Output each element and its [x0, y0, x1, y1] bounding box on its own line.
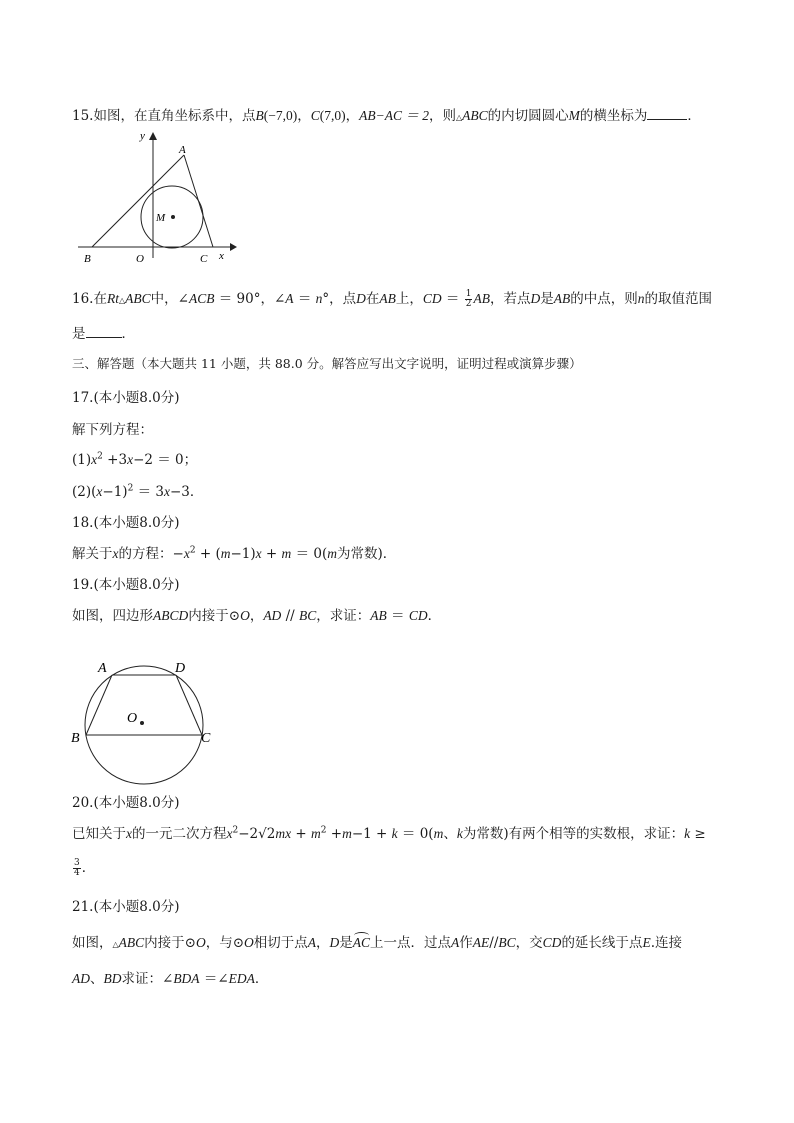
q19-label-d: D [175, 661, 186, 676]
q16-part: 的取值范围 [644, 291, 712, 307]
q16-part: 是 [540, 291, 554, 307]
q20-part: −1 + [351, 826, 392, 842]
q19-abcd: ABCD [153, 608, 189, 623]
q16-part: 在 [365, 291, 380, 307]
q19-part: 如图，四边形 [72, 608, 153, 624]
q15-period: ． [687, 108, 701, 124]
exponent: 2 [320, 825, 327, 836]
q16-acb: ACB [188, 291, 215, 306]
q21-part: 上一点．过点 [370, 935, 452, 951]
exponent: 2 [127, 483, 134, 494]
triangle-symbol: △ [112, 940, 119, 949]
q20-part: 为常数)有两个相等的实数根，求证： [462, 826, 685, 842]
q20-period: ． [81, 860, 96, 876]
q15-label-y: y [140, 130, 145, 142]
q20-ge: ≥ [690, 826, 706, 842]
q15-label-b: B [84, 253, 91, 265]
frac-den: 4 [74, 868, 80, 878]
q19-label-b: B [71, 731, 80, 746]
q21-part: 、 [90, 971, 104, 987]
q19-bc: BC [299, 608, 317, 623]
q18-heading: 18.(本小题8.0分) [72, 515, 180, 531]
q19-text [72, 604, 441, 624]
q16-a: A [285, 291, 294, 306]
q16-n: n [637, 291, 645, 306]
q16-abc: ABC [125, 291, 151, 306]
q17-prompt: 解下列方程： [72, 422, 153, 438]
answer-blank [86, 325, 122, 338]
q21-e: E [642, 935, 651, 950]
q15-part: 15.如图，在直角坐标系中，点 [72, 108, 256, 124]
q21-part: .连接 [650, 935, 682, 951]
q16-text-line2 [72, 322, 135, 342]
q21-ad: AD [72, 971, 90, 986]
q16-part: ＝ 90°，∠ [214, 291, 286, 307]
q21-heading: 21.(本小题8.0分) [72, 899, 180, 915]
q15-figure [72, 130, 242, 265]
exponent: 2 [189, 545, 196, 556]
q15-b-coord: (−7,0)， [263, 108, 311, 123]
sqrt-two: √2 [258, 826, 276, 842]
q18-part: 的方程：− [118, 546, 184, 562]
q16-part: 16.在 [72, 291, 107, 307]
q20-part: + [326, 826, 343, 842]
q16-d: D [356, 291, 366, 306]
q20-part: −2 [238, 826, 259, 842]
q21-part: // [489, 935, 499, 951]
q20-part: 的一元二次方程 [132, 826, 227, 842]
exponent: 2 [232, 825, 239, 836]
q21-a: A [451, 935, 460, 950]
q21-part: ． [254, 971, 269, 987]
exponent: 2 [97, 451, 103, 462]
q17-part: +3 [102, 452, 128, 468]
q19-part: ，求证： [316, 608, 371, 624]
q17-part: −3． [169, 484, 204, 500]
q16-rt: Rt [106, 291, 119, 306]
q16-part: ＝ [441, 291, 464, 307]
q18-part: + ( [195, 546, 221, 562]
q20-part: 、 [443, 826, 457, 842]
var-x: x [126, 826, 132, 841]
q15-part: 的内切圆圆心 [487, 108, 569, 124]
q21-a: A [307, 935, 317, 950]
q17-part: (1) [72, 452, 92, 468]
var-m: m [327, 546, 337, 561]
q21-part: 相切于点 [253, 935, 308, 951]
frac-num: 3 [74, 858, 80, 868]
q20-part: 已知关于 [72, 826, 126, 842]
q17-heading: 17.(本小题8.0分) [72, 390, 180, 406]
q21-ae: AE [472, 935, 490, 950]
var-x: x [183, 546, 190, 561]
q17-part2 [72, 480, 203, 500]
q16-part: 上， [395, 291, 423, 307]
q15-label-a: A [179, 144, 186, 156]
q19-ad: AD [263, 608, 282, 623]
q19-figure [64, 655, 224, 785]
q15-point-b: B [255, 108, 264, 123]
q15-text [72, 104, 701, 124]
q21-part: 内接于⊙ [144, 935, 196, 951]
section-heading: 三、解答题（本大题共 11 小题，共 88.0 分。解答应写出文字说明，证明过程或演算步骤） [72, 356, 582, 371]
q18-part: 解关于 [72, 546, 113, 562]
q21-bda: BDA [173, 971, 200, 986]
q21-part: 是 [339, 935, 353, 951]
var-x: x [226, 826, 233, 841]
q21-bd: BD [103, 971, 122, 986]
q15-point-m: M [568, 108, 580, 123]
q20-heading: 20.(本小题8.0分) [72, 795, 180, 811]
q21-arc-ac: AC [352, 935, 371, 950]
q19-part: // [281, 608, 299, 624]
q18-part: ＝ 0( [291, 546, 328, 562]
q16-ab: AB [473, 291, 490, 306]
q15-label-x: x [219, 250, 224, 262]
answer-blank [647, 107, 687, 120]
q19-part: ＝ [386, 608, 409, 624]
triangle-symbol: △ [118, 296, 126, 305]
q15-label-m: M [156, 212, 166, 224]
q20-part: ＝ 0( [397, 826, 434, 842]
q21-part: 的延长线于点 [561, 935, 643, 951]
q18-part: 为常数)． [337, 546, 397, 562]
q20-text [72, 822, 706, 842]
q16-cd: CD [422, 291, 442, 306]
var-x: x [96, 484, 103, 499]
var-k: k [456, 826, 463, 841]
q21-part: ＝∠ [199, 971, 229, 987]
q17-part: (2)( [72, 484, 97, 500]
q21-cd: CD [542, 935, 562, 950]
frac-den: 2 [465, 299, 472, 309]
q17-part: ＝ 3 [133, 484, 164, 500]
q17-part1 [72, 448, 197, 468]
q16-period: ． [121, 326, 135, 342]
q19-label-o: O [127, 711, 138, 726]
q18-part: + [261, 546, 282, 562]
triangle-symbol: △ [455, 113, 463, 122]
q19-heading: 19.(本小题8.0分) [72, 577, 180, 593]
q16-ab: AB [379, 291, 396, 306]
var-x: x [163, 484, 170, 499]
var-m: m [220, 546, 231, 561]
q19-label-c: C [201, 731, 211, 746]
q21-part: ，与⊙ [205, 935, 245, 951]
q16-text [72, 287, 712, 309]
q21-part: ， [316, 935, 330, 951]
q21-eda: EDA [228, 971, 255, 986]
q19-ab: AB [370, 608, 387, 623]
q18-text [72, 542, 396, 562]
var-k: k [391, 826, 398, 841]
q20-part: + [291, 826, 311, 842]
q16-part: °，点 [322, 291, 357, 307]
q16-part: ＝ [293, 291, 316, 307]
frac-num: 1 [465, 289, 472, 299]
q15-part: 的横坐标为 [579, 108, 648, 124]
q21-abc: ABC [118, 935, 145, 950]
var-k: k [684, 826, 691, 841]
var-m: m [281, 546, 292, 561]
var-mx: mx [275, 826, 292, 841]
q15-triangle-abc: ABC [462, 108, 488, 123]
q21-o: O [195, 935, 206, 950]
q15-point-c: C [310, 108, 320, 123]
q21-text [72, 931, 682, 951]
q17-part: −1) [102, 484, 128, 500]
q15-label-c: C [200, 253, 208, 265]
var-m: m [433, 826, 444, 841]
var-m: m [342, 826, 352, 841]
q15-part: ，则 [428, 108, 456, 124]
q19-part: ． [427, 608, 442, 624]
q16-part: ，若点 [489, 291, 531, 307]
q19-label-a: A [98, 661, 107, 676]
var-x: x [91, 452, 98, 467]
q19-part: ， [249, 608, 264, 624]
var-x: x [255, 546, 262, 561]
q21-o: O [244, 935, 254, 950]
q21-part: ，交 [515, 935, 543, 951]
var-x: x [112, 546, 119, 561]
q16-part: 的中点，则 [570, 291, 638, 307]
q15-c-coord: (7,0)， [319, 108, 360, 123]
var-x: x [127, 452, 134, 467]
fraction-one-half [465, 290, 473, 309]
q16-ab: AB [553, 291, 571, 306]
q21-part: 求证：∠ [121, 971, 174, 987]
q17-part: −2 ＝ 0； [133, 452, 198, 468]
q19-o: O [240, 608, 250, 623]
q15-equation: AB−AC ＝ 2 [359, 108, 429, 123]
fraction-three-quarters [73, 859, 81, 878]
q21-text-line2 [72, 967, 268, 987]
q19-part: 内接于⊙ [188, 608, 241, 624]
q16-d: D [530, 291, 541, 306]
var-m: m [311, 826, 321, 841]
q16-n: n [315, 291, 323, 306]
q16-part: 中，∠ [150, 291, 189, 307]
q15-label-o: O [136, 253, 144, 265]
q21-d: D [329, 935, 340, 950]
q21-part: 作 [459, 935, 473, 951]
q19-cd: CD [408, 608, 428, 623]
q18-part: −1) [230, 546, 256, 562]
q21-part: 如图， [72, 935, 113, 951]
q16-part: 是 [72, 326, 86, 342]
q20-text-line2 [72, 856, 95, 878]
q21-bc: BC [498, 935, 516, 950]
